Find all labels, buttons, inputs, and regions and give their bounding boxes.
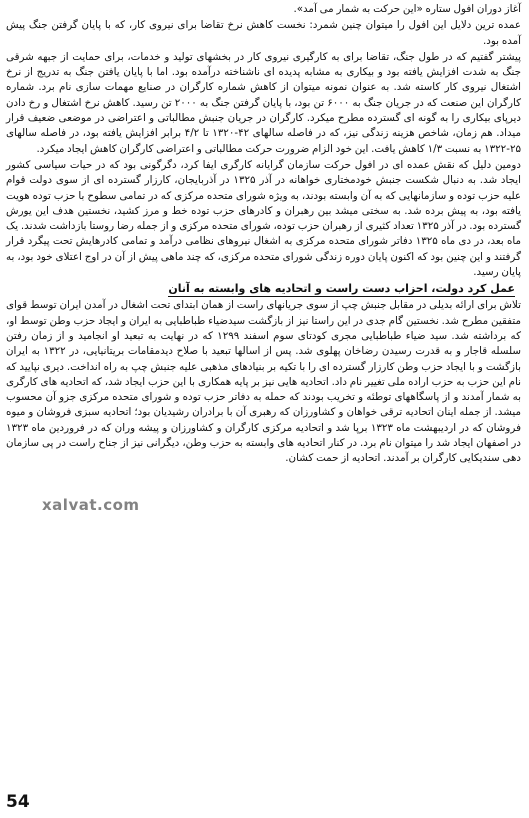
paragraph-opening: آغاز دوران افول ستاره «این حرکت به شمار می آمد». (293, 3, 521, 15)
paragraph-first-reason: عمده ترین دلایل این افول را میتوان چنین شمرد: نخست کاهش نرخ تقاضا برای نیروی کار، که با پایان گرفتن جنگ پیش آمده بود. (6, 19, 521, 47)
paragraph-right-wing: تلاش برای ارائه بدیلی در مقابل جنبش چپ از سوی جریانهای راست از همان ابتدای تحت اشغال در آمدن ایران توسط قوای متفقین مطرح شد. نخستین گام جدی در این راستا نیز از بازگشت سیدضیاء طباطبایی به ایران و ایجاد حزب وطن توسط او، که برداشته شد. سید ضیاء طباطبایی مجری کودتای سوم اسفند ۱۲۹۹ که در نهایت به تبعید او انجامید و از زمان رفتن سلسله قاجار و به قدرت رسیدن رضاخان پهلوی شد. پس از اسالها تبعید با صلاح دیدمقامات بریتانیایی، در ۱۳۲۲ به ایران بازگشت و با ایجاد حزب وطن کارزار گسترده ای را با تکیه بر بنیادهای مذهبی علیه جنبش چپ به راه انداخت. دیری نپایید که نام این حزب به حزب اراده ملی تغییر نام داد. اتحادیه هایی نیز بر پایه همکاری با این حزب ایجاد شد، که اتحادیه های کارگری به شمار آمدند و از پاسگاههای توطئه و تخریب بودند که حمله به دفاتر حزب توده و شورای متحده مرکزی جزو آن محسوب میشد. از جمله اینان اتحادیه ترقی خواهان و کشاورزان که رهبری آن با برادران رشیدیان بود؛ اتحادیه سبزی فروشان و میوه فروشان که در اردیبهشت ماه ۱۳۲۳ برپا شد و اتحادیه مرکزی کارگران و کشاورزان و پیشه وران که در فروردین ماه ۱۳۲۳ در اصفهان ایجاد شد را میتوان نام برد. در کنار اتحادیه های وابسته به حزب وطن، دیگرانی نیز از جناح راست در پی سازمان دهی سندیکایی کارگران بر آمدند. اتحادیه از حمت کشان. (6, 299, 522, 465)
paragraph-second-reason: دومین دلیل که نقش عمده ای در افول حرکت سازمان گرایانه کارگری ایفا کرد، دگرگونی بود که در حیات سیاسی کشور ایجاد شد. به دنبال شکست جنبش خودمختاری خواهانه در آذر ۱۳۲۵ در آذربایجان، کارزار گسترده ای از سوی دولت قوام علیه حزب توده و سازمانهایی که به آن وابسته بودند، به ویژه شورای متحده مرکزی که در تمامی سطوح با حزب توده هویت یافته بود، به پیش برده شد. به سختی میشد بین رهبران و کادرهای حزب توده خط و مرز کشید، نخستین هدف این یورش گسترده بود. در آذر ۱۳۲۵ تعداد کثیری از رهبران حزب توده، شورای متحده مرکزی و از جمله رضا روستا بازداشت شدند. یک ماه بعد، در دی ماه ۱۳۲۵ دفاتر شورای متحده مرکزی به اشغال نیروهای نظامی درآمد و تمامی کادرهایش تحت پیگرد قرار گرفتند و این چنین بود که اکنون پایان دوره زندگی شورای متحده مرکزی، که چند ماهی پیش از آن در اوج اعتلای خود بود، به پایان رسید. (6, 158, 521, 279)
section-heading (6, 281, 521, 296)
watermark-text: xalvat.com (42, 496, 140, 514)
page-number: 54 (6, 792, 30, 812)
section-heading-text: عمل کرد دولت، احزاب دست راست و اتحادیه های وابسته به آنان (168, 282, 515, 296)
paragraph-employment: پیشتر گفتیم که در طول جنگ، تقاضا برای به کارگیری نیروی کار در بخشهای تولید و خدمات، برای حمایت از جبهه شرقی جنگ به شدت افزایش یافته بود و بیکاری به مشابه پدیده ای ناشناخته درآمده بود. اما با پایان یافتن جنگ به تدریج از نرخ اشتغال نیروی کار کاسته شد. به عنوان نمونه میتوان از کاهش شماره کارگران در صنایع مهمات سازی نام برد. شماره کارگران این صنعت که در جریان جنگ به ۶۰۰۰ تن بود، با پایان گرفتن جنگ به ۲۰۰۰ تن رسید. کاهش نرخ اشتغال و رخ دادن دیرپای بیکاری را به گونه ای گسترده مطرح میکرد. کارگران در جریان جنبش مطالباتی و اعتراضی در موضعی ضعیف قرار میداد. هم زمان، شاخص هزینه زندگی نیز، که در فاصله سالهای ۴۲-۱۳۲۰ تا ۴/۲ برابر افزایش یافته بود، در فاصله سالهای ۲۵-۱۳۲۲ به نسبت ۱/۳ کاهش یافت. این خود الزام ضرورت حرکت مطالباتی و اعتراضی کارگران کاهش ایجاد میکرد. (6, 50, 521, 155)
